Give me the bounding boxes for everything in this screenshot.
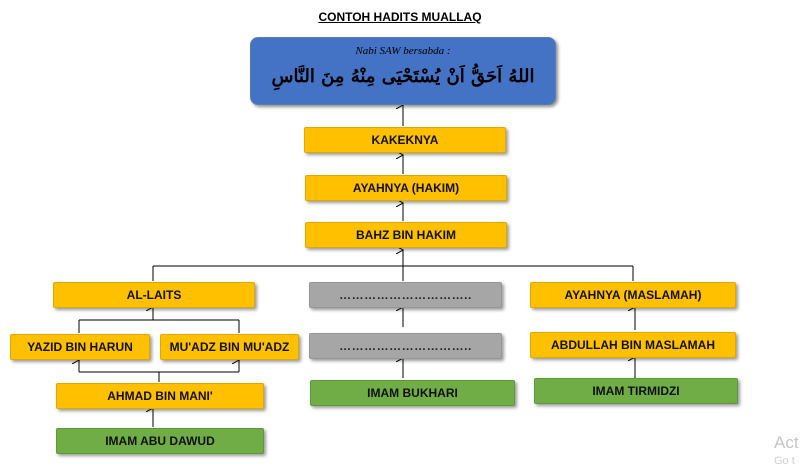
hadith-intro-text: Nabi SAW bersabda : (355, 45, 451, 57)
node-ayahnya-maslamah: AYAHNYA (MASLAMAH) (530, 282, 736, 308)
node-imam-bukhari: IMAM BUKHARI (310, 380, 515, 406)
node-unknown-2: ………………………….. (309, 333, 502, 359)
node-ayahnya-hakim: AYAHNYA (HAKIM) (305, 175, 507, 201)
hadith-source-box (250, 37, 556, 105)
node-kakeknya: KAKEKNYA (304, 127, 506, 153)
node-muadz-bin-muadz: MU'ADZ BIN MU'ADZ (160, 334, 299, 360)
activation-watermark: Act (774, 433, 799, 452)
hadith-arabic-text: اللهُ اَحَقُّ اَنْ يُسْتَحْيَى مِنْهُ مِنَ النَّاسِ (271, 66, 535, 87)
node-imam-abu-dawud: IMAM ABU DAWUD (56, 428, 264, 454)
node-al-laits: AL-LAITS (53, 282, 255, 308)
node-bahz-bin-hakim: BAHZ BIN HAKIM (305, 222, 507, 248)
node-ahmad-bin-mani: AHMAD BIN MANI' (56, 383, 264, 409)
node-abdullah-bin-maslamah: ABDULLAH BIN MASLAMAH (530, 332, 736, 358)
diagram-title: CONTOH HADITS MUALLAQ (318, 10, 482, 24)
node-yazid-bin-harun: YAZID BIN HARUN (10, 334, 150, 360)
node-imam-tirmidzi: IMAM TIRMIDZI (534, 378, 738, 404)
activation-watermark-sub: Go t (774, 455, 795, 467)
node-unknown-1: ………………………….. (309, 282, 502, 308)
